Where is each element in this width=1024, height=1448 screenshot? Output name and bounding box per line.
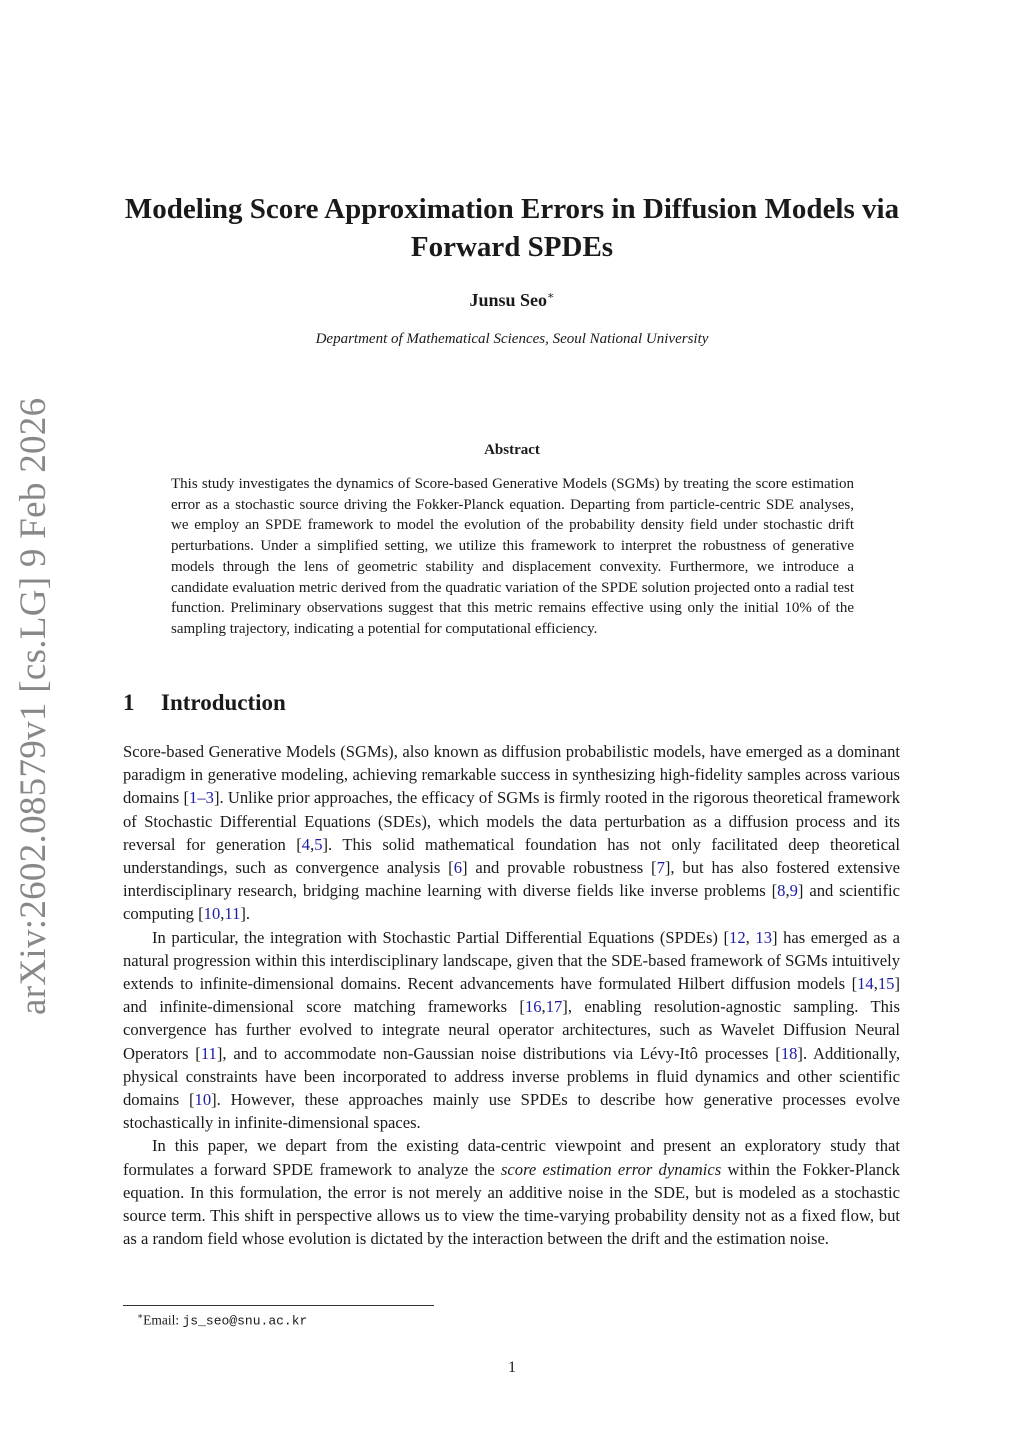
author-line [110,289,914,311]
citation-link[interactable]: 13 [755,927,772,947]
citation-link[interactable]: 9 [789,881,798,901]
author-name: Junsu Seo [469,290,548,310]
abstract-heading: Abstract [484,442,540,458]
paragraph-text: In particular, the integration with Stochastic Partial Differential Equations (SPDEs) [ [152,927,730,947]
email-address[interactable]: js_seo@snu.ac.kr [182,1313,308,1329]
page-number: 1 [508,1359,516,1376]
citation-link[interactable]: 15 [877,974,895,994]
paragraph-text: ], and to accommodate non-Gaussian noise distributions via Lévy-Itô processes [ [216,1043,781,1063]
abstract-body: This study investigates the dynamics of Score-based Generative Models (SGMs) by treating the score estimation error as a stochastic source driving the Fokker-Planck equation. Departing from particle-centric SDE analyses, we employ an SPDE framework to model the evolution of the probability density field under stochastic drift perturbations. Under a simplified setting, we utilize this framework to interpret the robustness of generative models through the lens of geometric stability and displacement convexity. Furthermore, we introduce a candidate evaluation metric derived from the quadratic variation of the SPDE solution projected onto a radial test function. Preliminary observations suggest that this metric remains effective using only the initial 10% of the sampling trajectory, indicating a potential for computational efficiency. [171,476,854,637]
citation-link[interactable]: 7 [656,858,665,878]
section-heading-introduction [123,690,623,716]
author-affiliation: Department of Mathematical Sciences, Seoul National University [315,331,709,347]
author-footnote-marker[interactable]: ∗ [547,290,555,302]
citation-link[interactable]: 10 [194,1090,212,1110]
intro-paragraph-2: In particular, the integration with Stochastic Partial Differential Equations (SPDEs) [12, 13] has emerged as a natural progression within this interdisciplinary landscape, given that the SDE-based framework of SGMs intuitively extends to infinite-dimensional domains. Recent advancements have formulated Hilbert diffusion models [14,15] and infinite-dimensional score matching frameworks [16,17], enabling resolution-agnostic sampling. This convergence has further evolved to integrate neural operator architectures, such as Wavelet Diffusion Neural Operators [11], and to accommodate non-Gaussian noise distributions via Lévy-Itô processes [18]. Additionally, physical constraints have been incorporated to address inverse problems in fluid dynamics and other scientific domains [10]. However, these approaches mainly use SPDEs to describe how generative processes evolve stochastically in infinite-dimensional spaces. [123,927,901,1133]
paper-title: Modeling Score Approximation Errors in Diffusion Models via Forward SPDEs [124,193,900,263]
paragraph-text: ] and infinite-dimensional score matching frameworks [ [123,974,900,1017]
citation-link[interactable]: 17 [545,997,563,1017]
citation-link[interactable]: 8 [777,881,786,901]
section-title: Introduction [161,690,286,715]
paragraph-text: ]. Unlike prior approaches, the efficacy of SGMs is firmly rooted in the rigorous theoretical framework of Stochastic Differential Equations (SDEs), which models the data perturbation as a diffusion process and its reversal for generation [ [123,788,900,854]
paragraph-text: within the Fokker-Planck equation. In this formulation, the error is not merely an additive noise in the SDE, but is modeled as a stochastic source term. This shift in perspective allows us to view the time-varying probability density not as a fixed flow, but as a random field whose evolution is dictated by the interaction between the drift and the estimation noise. [123,1159,900,1249]
paragraph-text: ]. This solid mathematical foundation has not only facilitated deep theoretical understandings, such as convergence analysis [ [123,834,900,878]
paragraph-text: ] and provable robustness [ [461,858,657,878]
footnote [137,1311,307,1329]
section-number: 1 [123,690,135,715]
paragraph-text: ]. However, these approaches mainly use SPDEs to describe how generative processes evolve stochastically in infinite-dimensional spaces. [123,1090,900,1133]
arxiv-identifier-stamp: arXiv:2602.08579v1 [cs.LG] 9 Feb 2026 [13,397,54,1015]
intro-paragraph-1: Score-based Generative Models (SGMs), also known as diffusion probabilistic models, have emerged as a dominant paradigm in generative modeling, achieving remarkable success in synthesizing high-fidelity samples across various domains [1–3]. Unlike prior approaches, the efficacy of SGMs is firmly rooted in the rigorous theoretical framework of Stochastic Differential Equations (SDEs), which models the data perturbation as a diffusion process and its reversal for generation [4,5]. This solid mathematical foundation has not only facilitated deep theoretical understandings, such as convergence analysis [6] and provable robustness [7], but has also fostered extensive interdisciplinary research, bridging machine learning with diverse fields like inverse problems [8,9] and scientific computing [10,11]. [123,742,900,924]
footnote-divider [123,1305,434,1306]
citation-link[interactable]: 1–3 [189,788,214,808]
citation-link[interactable]: 11 [200,1043,217,1063]
paragraph-text: ] has emerged as a natural progression within this interdisciplinary landscape, given that the SDE-based framework of SGMs intuitively extends to infinite-dimensional domains. Recent advancements have formulated Hilbert diffusion models [ [123,927,901,994]
citation-link[interactable]: 5 [314,834,323,854]
paragraph-text: ], but has also fostered extensive interdisciplinary research, bridging machine learning with diverse fields like inverse problems [ [123,858,900,901]
paragraph-text: ], enabling resolution-agnostic sampling. This convergence has further evolved to integrate neural operator architectures, such as Wavelet Diffusion Neural Operators [ [123,997,900,1063]
paragraph-text: In this paper, we depart from the existing data-centric viewpoint and present an exploratory study that formulates a forward SPDE framework to analyze the [123,1136,900,1179]
paragraph-text: ]. [240,904,251,924]
citation-link[interactable]: 10 [203,904,221,924]
citation-link[interactable]: 12 [729,927,746,947]
citation-link[interactable]: 18 [780,1043,798,1063]
citation-link[interactable]: 6 [453,858,462,878]
paragraph-text: Score-based Generative Models (SGMs), also known as diffusion probabilistic models, have emerged as a dominant paradigm in generative modeling, achieving remarkable success in synthesizing high-fidelity samples across various domains [ [123,742,900,808]
emphasized-phrase: score estimation error dynamics [500,1159,722,1179]
citation-link[interactable]: 4 [301,834,311,854]
paragraph-text: ] and scientific computing [ [123,881,900,924]
introduction-body [123,740,900,1250]
footnote-label: Email: [143,1312,183,1328]
citation-link[interactable]: 14 [857,974,874,994]
paragraph-text: ]. Additionally, physical constraints have been incorporated to address inverse problems in fluid dynamics and other scientific domains [ [123,1043,900,1110]
citation-link[interactable]: 16 [524,997,542,1017]
intro-paragraph-3 [123,1134,900,1250]
citation-link[interactable]: 11 [224,904,241,924]
footnote-marker: ∗ [137,1311,144,1321]
